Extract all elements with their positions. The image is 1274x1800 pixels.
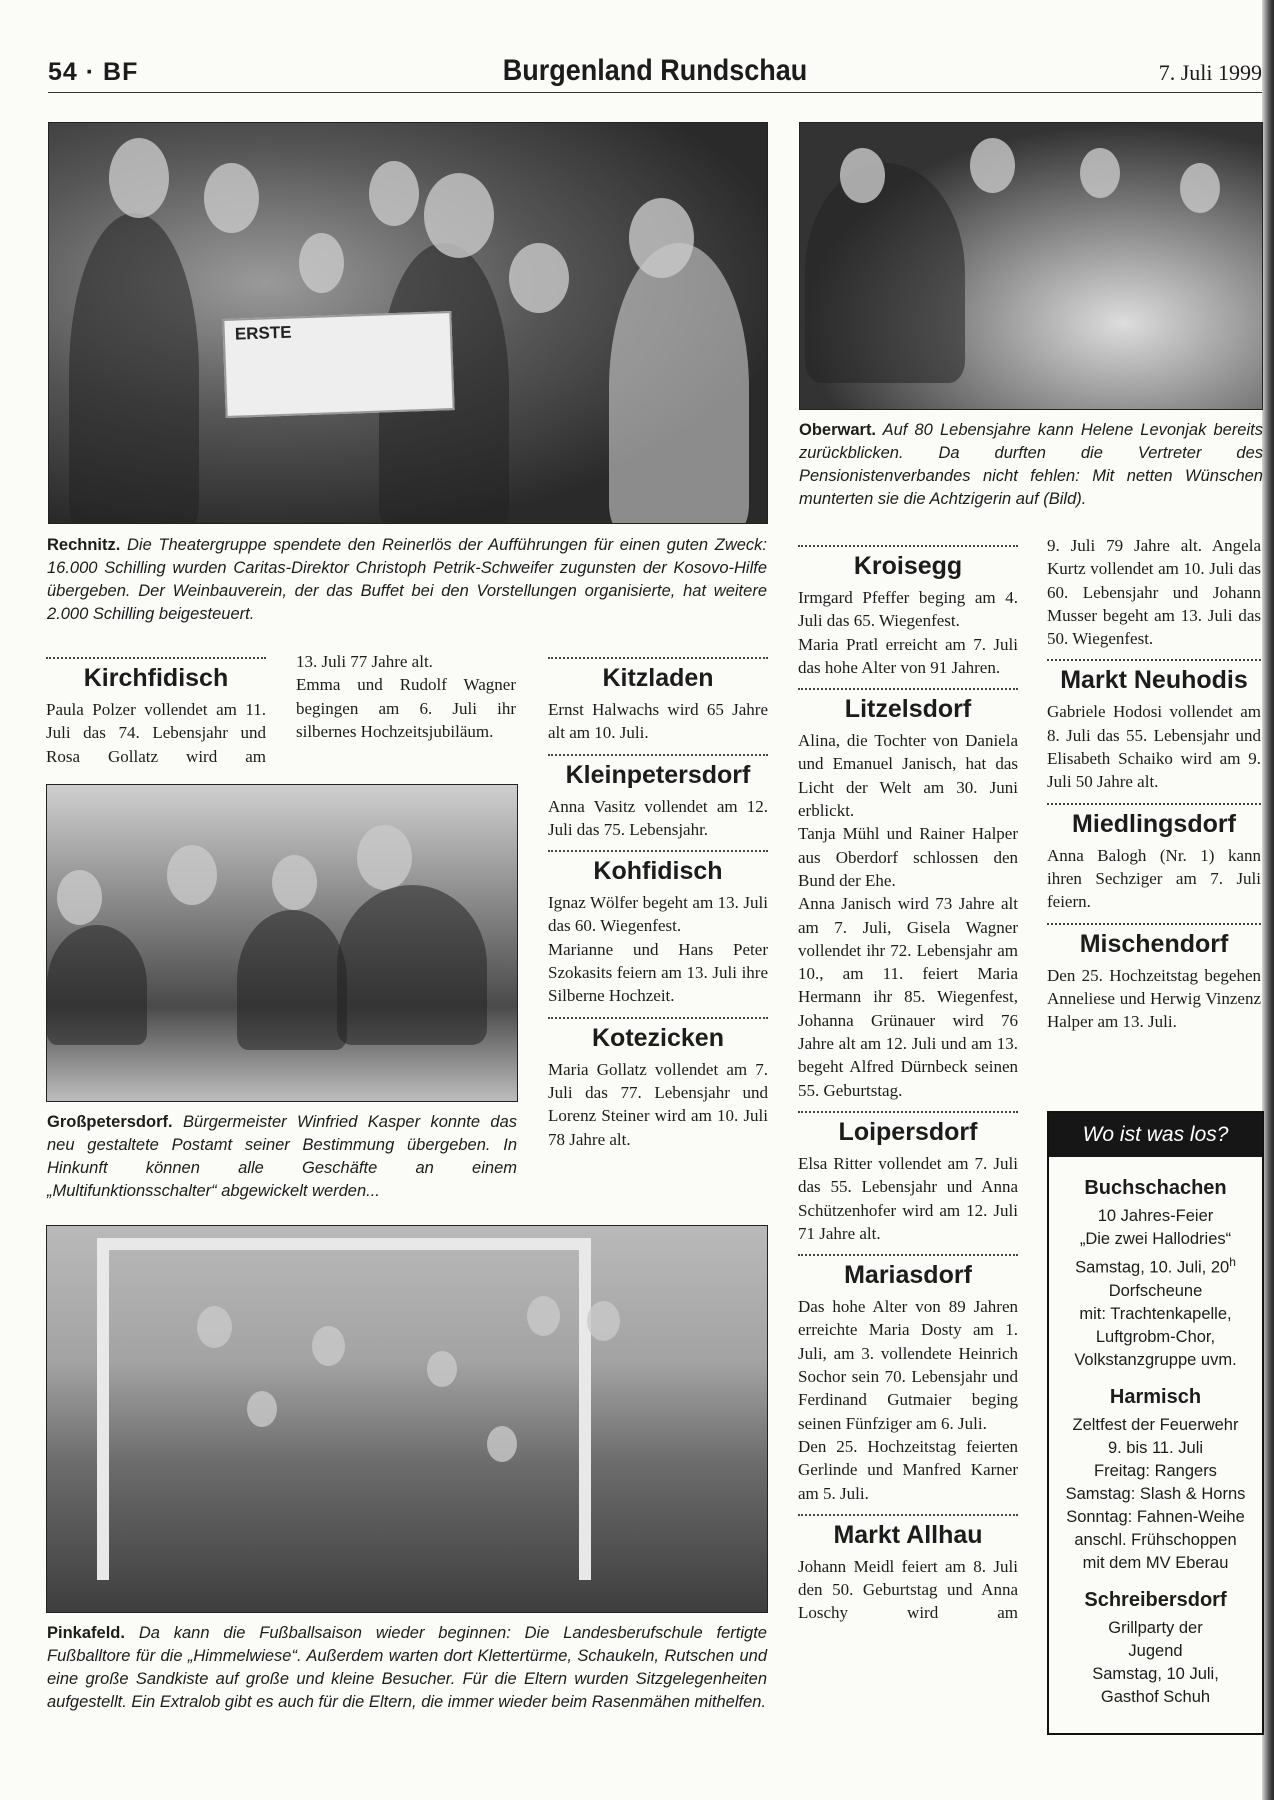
section-heading: Markt Allhau (833, 1520, 983, 1549)
event-schreibersdorf (1053, 1587, 1258, 1709)
caption-oberwart (799, 419, 1263, 511)
column-4 (798, 536, 1018, 1625)
notice-text: Emma und Rudolf Wagner begingen am 6. Juli ihr silbernes Hochzeitsjubiläum. (296, 675, 516, 741)
event-line: Dorfscheune (1108, 1281, 1203, 1300)
event-line (1053, 1251, 1258, 1280)
caption-place: Großpetersdorf. (47, 1113, 173, 1131)
section-heading: Litzelsdorf (844, 695, 972, 724)
cheque (222, 311, 454, 418)
notice-text: Elsa Ritter vollendet am 7. Juli das 55. Lebensjahr und Anna Schützenhofer wird am 12. Juli 71 Jahre alt. (798, 1153, 1018, 1243)
column-2 (296, 650, 516, 743)
event-line: mit dem MV Eberau (1082, 1553, 1229, 1572)
section-heading: Kleinpetersdorf (565, 760, 751, 789)
caption-place: Oberwart. (799, 421, 877, 439)
notice-text: Anna Vasitz vollendet am 12. Juli das 75. Lebensjahr. (548, 796, 768, 839)
notice-text: Alina, die Tochter von Daniela und Emanuel Janisch, hat das Licht der Welt am 30. Juni erblickt. (798, 731, 1018, 821)
event-line: „Die zwei Hallodries“ (1079, 1230, 1232, 1248)
dotted-divider (798, 1254, 1018, 1256)
column-3 (548, 648, 768, 1151)
issue-date: 7. Juli 1999 (1158, 60, 1262, 85)
photo-oberwart-birthday (799, 122, 1263, 410)
dotted-divider (46, 657, 266, 659)
event-buchschachen (1053, 1175, 1258, 1372)
event-time-suffix: h (1229, 1255, 1236, 1269)
event-line: Grillparty der (1108, 1618, 1203, 1637)
page-header (48, 52, 1262, 93)
notice-text: Den 25. Hochzeitstag begehen Anneliese und Herwig Vinzenz Halper am 13. Juli. (1047, 965, 1261, 1032)
caption-place: Pinkafeld. (47, 1624, 125, 1642)
section-heading: Kotezicken (592, 1023, 724, 1052)
caption-text: Bürgermeister Winfried Kasper konnte das neu gestaltete Postamt seiner Bestimmung übergeben. In Hinkunft können alle Geschäfte an einem „Multifunktionsschalter“ abgewickelt werden... (47, 1113, 517, 1200)
notice-text: Maria Pratl erreicht am 7. Juli das hohe Alter von 91 Jahren. (798, 634, 1018, 677)
event-line: anschl. Frühschoppen (1074, 1530, 1237, 1549)
event-line: Gasthof Schuh (1100, 1687, 1211, 1706)
section-heading: Kitzladen (602, 664, 714, 692)
event-line: Samstag, 10 Juli, (1092, 1664, 1219, 1683)
notice-text: Ignaz Wölfer begeht am 13. Juli das 60. Wiegenfest. (548, 893, 768, 936)
event-date: Samstag, 10. Juli, 20 (1075, 1258, 1230, 1277)
notice-text: Den 25. Hochzeitstag feierten Gerlinde und Manfred Karner am 5. Juli. (798, 1436, 1018, 1503)
dotted-divider (798, 688, 1018, 690)
notice-text: Gabriele Hodosi vollendet am 8. Juli das 55. Lebensjahr und Elisabeth Schaiko wird am 9. Juli 50 Jahre alt. (1047, 702, 1261, 792)
caption-rechnitz (47, 534, 767, 626)
event-place: Schreibersdorf (1084, 1588, 1227, 1611)
dotted-divider (798, 1514, 1018, 1516)
photo-grosspetersdorf-post-office (46, 784, 518, 1102)
event-line: Sonntag: Fahnen-Weihe (1066, 1507, 1245, 1526)
column-5 (1047, 534, 1261, 1033)
notice-text: Anna Janisch wird 73 Jahre alt am 7. Juli, Gisela Wagner vollendet ihr 72. Lebensjahr am 10., am 11. feiert Maria Hermann ihr 85. Wiegenfest, Johanna Grünauer wird 76 Jahre alt am 12. Juli und am 13. begeht Alfred Dürnbeck seinen 55. Geburtstag. (798, 894, 1018, 1100)
section-heading: Markt Neuhodis (1060, 666, 1248, 695)
dotted-divider (1047, 923, 1261, 925)
notice-text: Das hohe Alter von 89 Jahren erreichte Maria Dosty am 1. Juli, am 3. vollendete Heinrich Sochor sein 70. Lebensjahr und Ferdinand Gutmaier beging seinen Fünfziger am 6. Juli. (798, 1297, 1018, 1433)
notice-text: Irmgard Pfeffer beging am 4. Juli das 65. Wiegenfest. (798, 588, 1018, 631)
notice-text: 9. Juli 79 Jahre alt. Angela Kurtz vollendet am 10. Juli das 60. Lebensjahr und Johann Musser begeht am 13. Juli das 50. Wiegenfest. (1047, 536, 1261, 649)
notice-text: 13. Juli 77 Jahre alt. (296, 652, 433, 671)
caption-text: Die Theatergruppe spendete den Reinerlös der Aufführungen für einen guten Zweck: 16.000 Schilling wurden Caritas-Direktor Christoph Petrik-Schweifer zugunsten der Kosovo-Hilfe übergeben. Der Weinbauverein, der das Buffet bei den Vorstellungen organisierte, hat weitere 2.000 Schilling beigesteuert. (47, 536, 767, 623)
events-box (1047, 1111, 1264, 1735)
event-line: Freitag: Rangers (1094, 1461, 1217, 1480)
newspaper-title: Burgenland Rundschau (502, 54, 808, 87)
photo-pinkafeld-football-goal (46, 1225, 768, 1613)
notice-text: Maria Gollatz vollendet am 7. Juli das 77. Lebensjahr und Lorenz Steiner wird am 10. Juli 78 Jahre alt. (548, 1059, 768, 1149)
caption-text: Da kann die Fußballsaison wieder beginnen: Die Landesberufschule fertigte Fußballtore für die „Himmelwiese“. Außerdem warten dort Klettertürme, Schaukeln, Rutschen und eine große Sandkiste auf große und kleine Besucher. Für die Eltern wurden Sitzgelegenheiten aufgestellt. Ein Extralob gibt es auch für die Eltern, die immer wieder beim Rasenmähen mithelfen. (47, 1624, 767, 1711)
notice-text: Johann Meidl feiert am 8. Juli den 50. Geburtstag und Anna Loschy wird am (798, 1556, 1018, 1623)
event-harmisch (1053, 1384, 1258, 1575)
section-heading: Mischendorf (1079, 929, 1229, 958)
dotted-divider (798, 1111, 1018, 1113)
dotted-divider (548, 754, 768, 756)
event-line: Jugend (1128, 1641, 1183, 1660)
event-line: Zeltfest der Feuerwehr (1072, 1415, 1239, 1434)
section-heading: Mariasdorf (844, 1261, 972, 1290)
section-heading: Miedlingsdorf (1072, 809, 1236, 838)
notice-text: Marianne und Hans Peter Szokasits feiern am 13. Juli ihre Silberne Hochzeit. (548, 939, 768, 1006)
event-line: 10 Jahres-Feier (1097, 1207, 1214, 1225)
dotted-divider (548, 850, 768, 852)
section-heading: Kroisegg (853, 552, 963, 580)
section-heading: Loipersdorf (838, 1117, 978, 1146)
event-line: Samstag: Slash & Horns (1065, 1484, 1246, 1503)
dotted-divider (1047, 659, 1261, 661)
notice-text: Paula Polzer vollendet am 11. Juli das 74. Lebensjahr und Rosa Gollatz wird am (46, 700, 266, 766)
event-place: Harmisch (1109, 1385, 1202, 1408)
notice-text: Anna Balogh (Nr. 1) kann ihren Sechziger am 7. Juli feiern. (1047, 845, 1261, 912)
bank-logo-text: ERSTE (234, 322, 292, 344)
section-heading: Kohfidisch (593, 857, 723, 886)
dotted-divider (548, 1017, 768, 1019)
section-heading: Kirchfidisch (83, 664, 229, 692)
event-line: Volkstanzgruppe uvm. (1074, 1350, 1237, 1369)
event-line: Luftgrobm-Chor, (1095, 1327, 1216, 1346)
dotted-divider (548, 657, 768, 659)
photo-rechnitz-cheque-handover (48, 122, 768, 524)
caption-pinkafeld (47, 1622, 767, 1714)
caption-grosspetersdorf (47, 1111, 517, 1203)
event-line: 9. bis 11. Juli (1107, 1438, 1204, 1457)
caption-text: Auf 80 Lebensjahre kann Helene Levonjak bereits zurückblicken. Da durften die Vertreter des Pensionistenverbandes nicht fehlen: Mit netten Wünschen munterten sie die Achtzigerin auf (Bild). (799, 421, 1263, 508)
events-box-title: Wo ist was los? (1049, 1113, 1262, 1157)
page-number: 54 · BF (48, 58, 139, 86)
event-line: mit: Trachtenkapelle, (1079, 1304, 1232, 1323)
notice-text: Ernst Halwachs wird 65 Jahre alt am 10. Juli. (548, 700, 768, 743)
notice-text: Tanja Mühl und Rainer Halper aus Oberdorf schlossen den Bund der Ehe. (798, 824, 1018, 890)
event-place: Buchschachen (1084, 1177, 1227, 1199)
dotted-divider (798, 545, 1018, 547)
dotted-divider (1047, 803, 1261, 805)
column-1 (46, 648, 266, 768)
caption-place: Rechnitz. (47, 536, 121, 554)
